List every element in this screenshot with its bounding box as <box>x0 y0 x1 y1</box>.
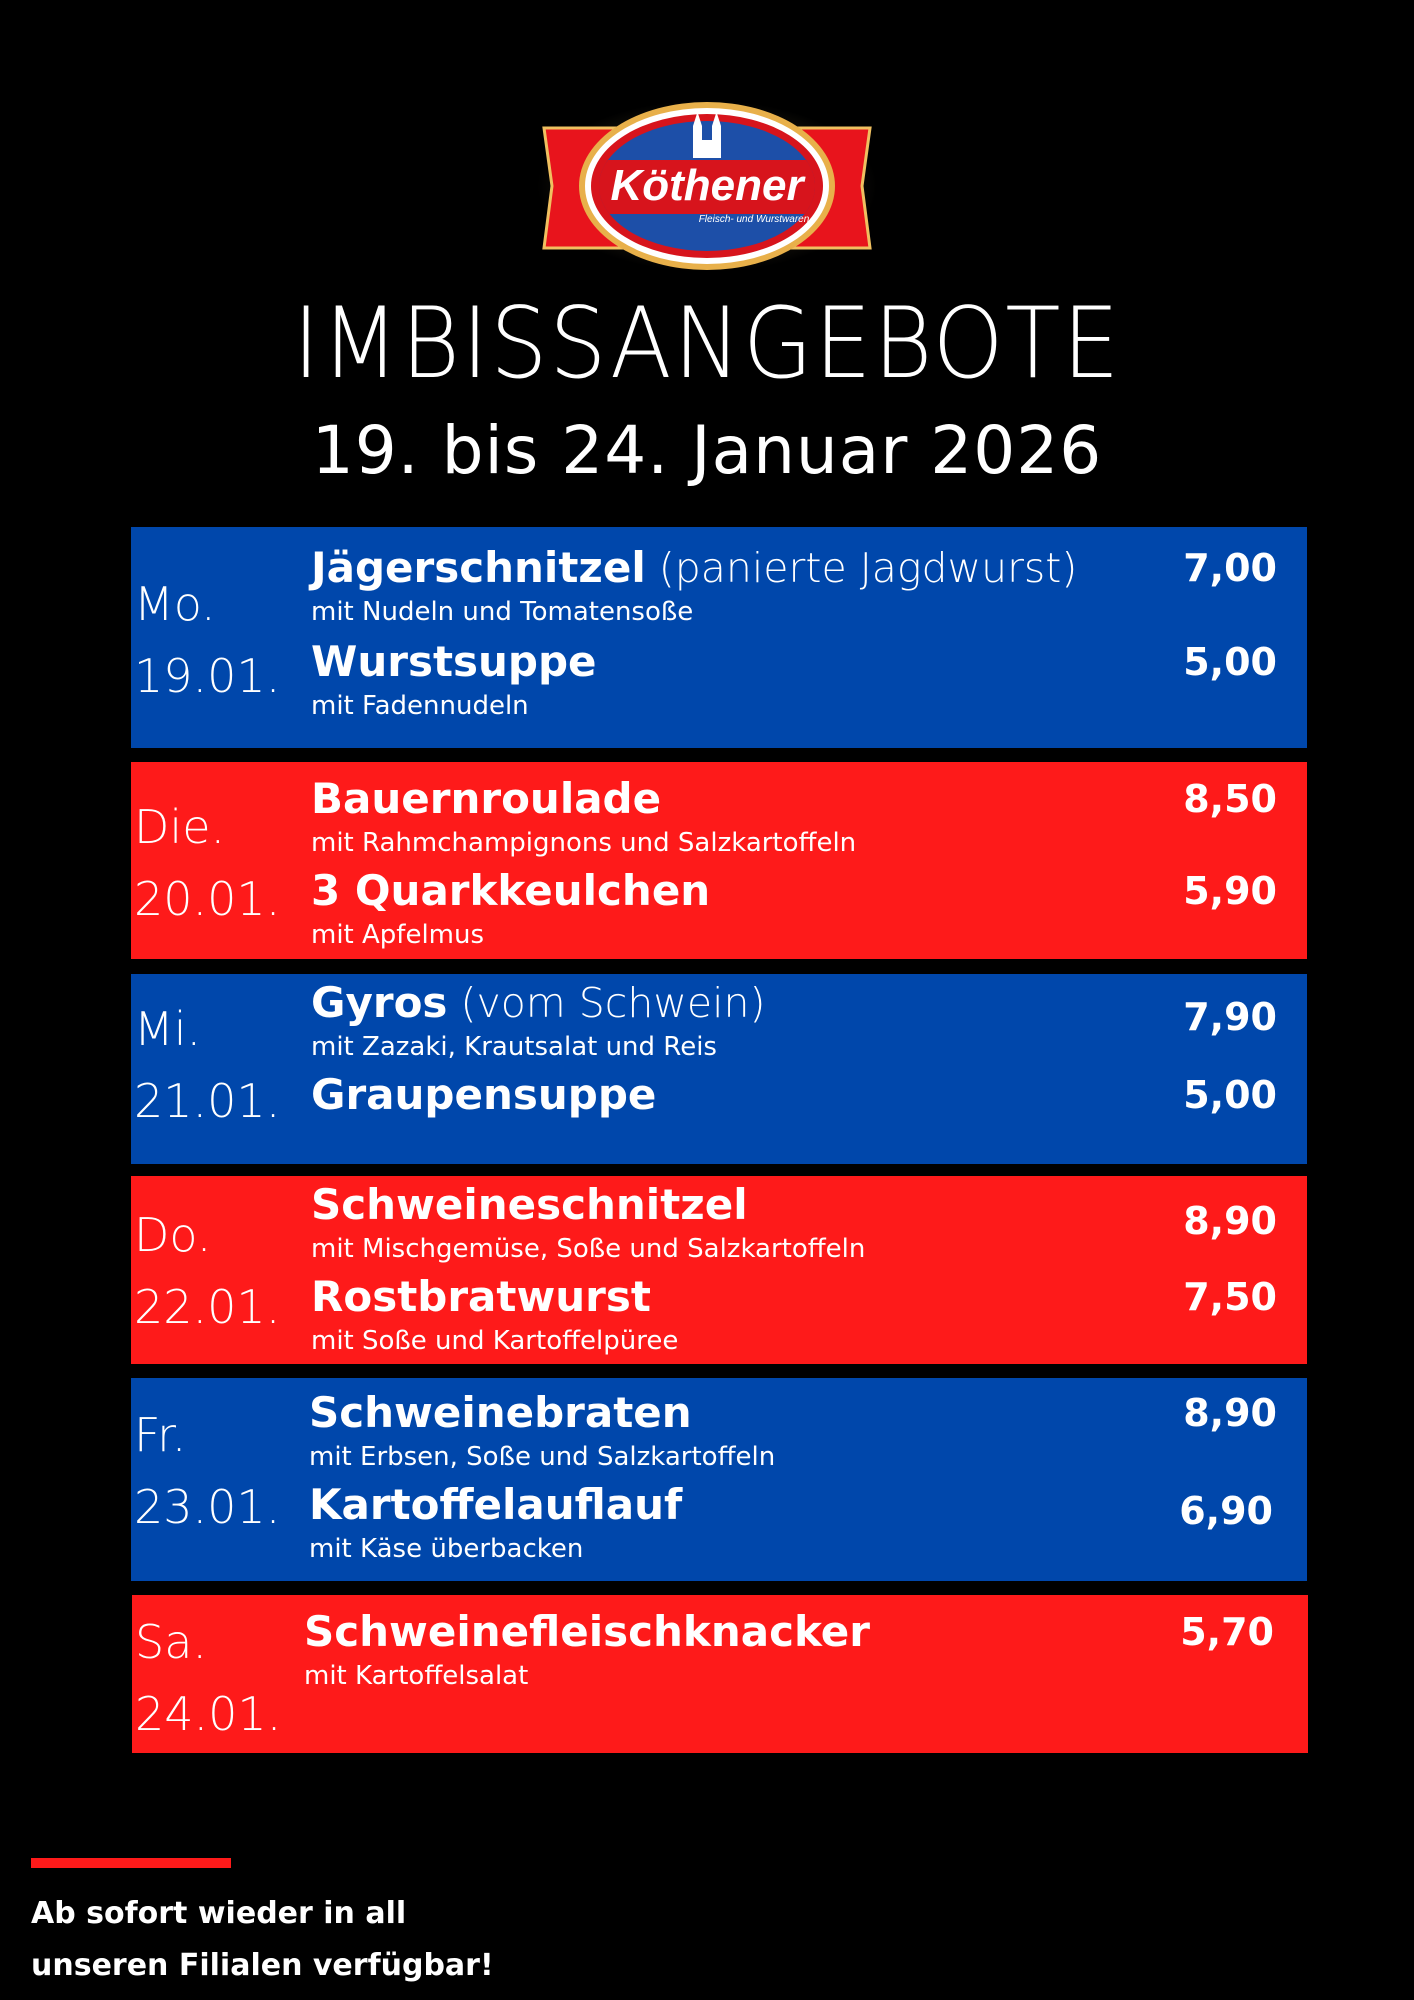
day-name: Sa. <box>135 1615 208 1669</box>
day-block-friday <box>131 1378 1307 1581</box>
dish-name: Gyros <box>311 978 448 1027</box>
footer-line-2: unseren Filialen verfügbar! <box>31 1948 494 1983</box>
brand-logo <box>536 98 878 274</box>
dish-side: mit Nudeln und Tomatensoße <box>311 597 694 627</box>
day-block-tuesday <box>131 762 1307 959</box>
dish-side: mit Rahmchampignons und Salzkartoffeln <box>311 828 857 858</box>
dish-price: 8,90 <box>1183 1199 1277 1243</box>
dish-side: mit Mischgemüse, Soße und Salzkartoffeln <box>311 1234 866 1264</box>
dish-side: mit Apfelmus <box>311 920 485 950</box>
footer-note <box>31 1888 494 1992</box>
dish-item <box>311 1180 1277 1264</box>
dish-price: 8,90 <box>1183 1391 1277 1435</box>
day-name: Mi. <box>134 1002 202 1056</box>
day-date: 23.01. <box>134 1480 281 1534</box>
dish-name: Schweinefleischknacker <box>304 1607 870 1656</box>
dish-price: 7,00 <box>1183 546 1277 590</box>
date-range: 19. bis 24. Januar 2026 <box>311 412 1103 489</box>
dish-name: Bauernroulade <box>311 774 662 823</box>
dish-item <box>311 866 1277 950</box>
day-block-monday <box>131 527 1307 748</box>
dish-side: mit Kartoffelsalat <box>304 1661 529 1691</box>
dish-side: mit Soße und Kartoffelpüree <box>311 1326 679 1356</box>
dish-item <box>311 637 1277 721</box>
dish-price: 8,50 <box>1183 777 1277 821</box>
day-block-saturday <box>132 1595 1308 1753</box>
dish-name: Schweineschnitzel <box>311 1180 748 1229</box>
dish-name: Jägerschnitzel <box>311 543 646 592</box>
dish-side: mit Käse überbacken <box>309 1534 584 1564</box>
day-name: Fr. <box>134 1408 187 1462</box>
footer-accent-bar <box>31 1858 231 1868</box>
dish-item <box>309 1480 1277 1564</box>
dish-item <box>311 1070 1277 1119</box>
logo-tagline-text: Fleisch- und Wurstwaren <box>698 214 810 225</box>
dish-item <box>309 1388 1277 1472</box>
dish-side: mit Zazaki, Krautsalat und Reis <box>311 1032 717 1062</box>
dish-note: (vom Schwein) <box>447 979 766 1027</box>
dish-item <box>311 774 1277 858</box>
dish-item <box>304 1607 1278 1691</box>
dish-price: 7,90 <box>1183 995 1277 1039</box>
day-block-wednesday <box>131 974 1307 1164</box>
day-date: 24.01. <box>135 1687 282 1741</box>
dish-price: 6,90 <box>1179 1489 1273 1533</box>
day-block-thursday <box>131 1176 1307 1364</box>
day-date: 21.01. <box>134 1074 281 1128</box>
dish-price: 5,00 <box>1183 640 1277 684</box>
dish-item <box>311 978 1277 1062</box>
dish-name: Wurstsuppe <box>311 637 597 686</box>
day-name: Die. <box>134 800 226 854</box>
logo-brand-text: Köthener <box>610 161 804 210</box>
dish-price: 5,90 <box>1183 869 1277 913</box>
dish-name: Kartoffelauflauf <box>309 1480 683 1529</box>
dish-price: 7,50 <box>1183 1275 1277 1319</box>
page-title: IMBISSANGEBOTE <box>292 287 1122 401</box>
dish-name: Rostbratwurst <box>311 1272 651 1321</box>
day-name: Do. <box>134 1208 212 1262</box>
footer-line-1: Ab sofort wieder in all <box>31 1896 407 1931</box>
dish-price: 5,70 <box>1180 1610 1274 1654</box>
dish-name: Schweinebraten <box>309 1388 692 1437</box>
dish-price: 5,00 <box>1183 1073 1277 1117</box>
day-date: 20.01. <box>134 872 281 926</box>
dish-note: (panierte Jagdwurst) <box>645 544 1078 592</box>
day-name: Mo. <box>134 577 216 631</box>
dish-item <box>311 543 1277 627</box>
dish-side: mit Fadennudeln <box>311 691 529 721</box>
dish-item <box>311 1272 1277 1356</box>
dish-side: mit Erbsen, Soße und Salzkartoffeln <box>309 1442 776 1472</box>
dish-name: Graupensuppe <box>311 1070 657 1119</box>
day-date: 22.01. <box>134 1280 281 1334</box>
dish-name: 3 Quarkkeulchen <box>311 866 711 915</box>
day-date: 19.01. <box>134 649 281 703</box>
